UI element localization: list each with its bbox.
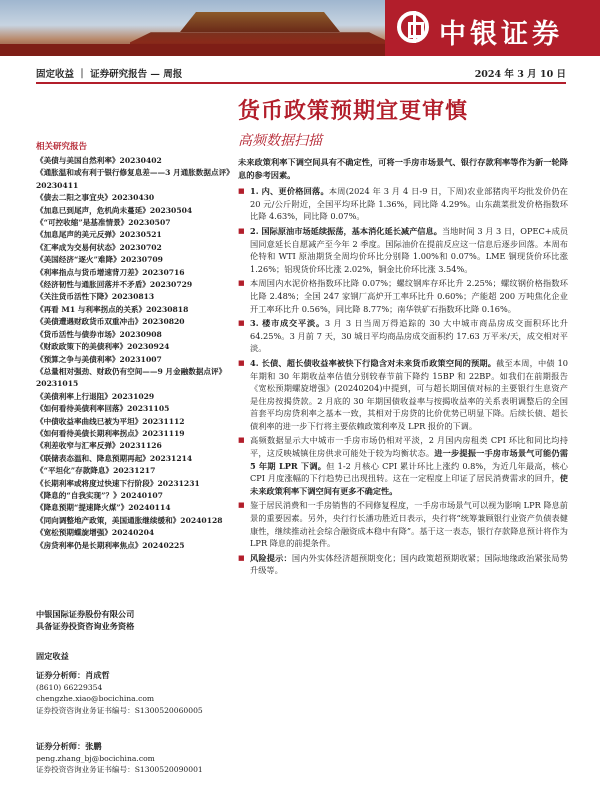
bullet-emphasis: 使未来政策利率下调空间有更多不确定性。	[250, 473, 568, 496]
related-report-link[interactable]: 《同向调整地产政策，美国通胀继续缓和》20240128	[36, 515, 223, 525]
report-subheader	[36, 64, 566, 80]
related-report-link[interactable]: 《“可控收缩”是基准情景》20230507	[36, 218, 171, 228]
analyst-email[interactable]: peng.zhang_bj@bocichina.com	[36, 753, 155, 763]
bullet-point	[238, 357, 568, 433]
related-report-link[interactable]: 《降息预期“提速降火煤”》20240114	[36, 503, 171, 513]
related-research-title: 相关研究报告	[36, 142, 88, 152]
analyst-block	[36, 670, 236, 716]
banner-roof-top	[180, 12, 340, 32]
bullet-heading: 3. 楼市成交平淡。	[250, 318, 325, 329]
analyst-email[interactable]: chengzhe.xiao@bocichina.com	[36, 694, 155, 703]
related-report-link[interactable]: 《财政政策下的美债利率》20230924	[36, 342, 170, 352]
related-report-link[interactable]: 《降息的“自我实现”？》20240107	[36, 490, 163, 500]
related-report-link[interactable]: 《宽松预期蝶旋增强》20240204	[36, 528, 155, 538]
bullet-text: 本周(2024 年 3 月 4 日-9 日，下周)农业部猪肉平均批发价仍在 20 元/公斤附近，全国平均环比降 1.36%，同比降 4.29%。山东蔬菜批发价格指数环比降 4.63%，同比降 0.07%。	[250, 186, 568, 222]
bullet-heading: 2. 国际原油市场延续振荡，基本消化延长减产信息。	[250, 225, 442, 236]
report-body	[238, 156, 568, 579]
bullet-text: 高频数据显示大中城市一手房市场仍相对平淡，2 月国内房租类 CPI 环比和同比均持平，这反映城镇住房供求可能处于较为均衡状态。	[250, 435, 568, 459]
boc-logo-icon	[397, 11, 429, 43]
bullet-text: 但 1-2 月核心 CPI 累计环比上涨约 0.8%，为近几年最高，核心 CPI 月度涨幅的下行趋势已出现扭转。这在一定程度上印证了居民消费需求的回升，	[250, 460, 568, 484]
related-report-link[interactable]: 《汇率成为交易何状态》20230702	[36, 242, 162, 252]
report-date: 2024 年 3 月 10 日	[474, 69, 566, 80]
related-report-link[interactable]: 《经济韧性与通胀回落并不矛盾》20230729	[36, 280, 193, 290]
related-report-link[interactable]: 《通胀温和或有利于银行修复息差——3 月通胀数据点评》20230411	[36, 168, 230, 190]
related-report-link[interactable]: 《利差收窄与汇率反弹》20231126	[36, 441, 162, 451]
bullet-text: 当地时间 3 月 3 日，OPEC+成员国同意延长自愿减产至今年 2 季度。国际油价在提前反应这一信息后逐步回落。本周布伦特和 WTI 原油期货全周均价环比分别降 1.00%和 0.07%。LME 铜现货价环比涨 1.26%；铝现货价环比涨 2.02%，铜金比价环比涨 3.54%。	[250, 225, 569, 274]
bullet-point	[238, 317, 568, 355]
analyst-cert: 证券投资咨询业务证书编号：S1300520060005	[36, 705, 203, 715]
analyst-role: 证券分析师：肖成哲	[36, 670, 110, 680]
institution-qualification: 具备证券投资咨询业务资格	[36, 621, 135, 631]
related-report-link[interactable]: 《美债利率上行退阻》20231029	[36, 391, 155, 401]
analyst-phone: (8610) 66229354	[36, 682, 103, 692]
bullet-point	[238, 185, 568, 223]
lead-summary: 未来政策利率下调空间具有不确定性，可将一手房市场景气、银行存款利率等作为新一轮降息的参考因素。	[238, 157, 568, 180]
institution-name: 中银国际证券股份有限公司	[36, 609, 135, 619]
related-report-link[interactable]: 《美国经济“逐火”难降》20230709	[36, 255, 163, 265]
risk-heading: 风险提示：	[250, 552, 292, 563]
bullet-point	[238, 434, 568, 497]
header-banner	[0, 0, 600, 56]
bullet-text: 本周国内水泥价格指数环比降 0.07%；螺纹钢库存环比升 2.25%；螺纹钢价格指数环比降 2.48%；全国 247 家钢厂高炉开工率环比升 0.60%；产能超 200 万吨焦化企业开工率环比升 0.56%，同比降 8.77%；南华铁矿石指数环比降 0.16%。	[250, 278, 568, 314]
related-report-link[interactable]: 《联储表态温和、降息预期再起》20231214	[36, 453, 193, 463]
analyst-role: 证券分析师：张鹏	[36, 741, 102, 751]
analyst-cert: 证券投资咨询业务证书编号：S1300520090001	[36, 765, 203, 774]
related-report-link[interactable]: 《关注货币活性下降》20230813	[36, 292, 155, 302]
related-report-link[interactable]: 《“平坦化”存款降息》20231217	[36, 466, 156, 476]
related-report-link[interactable]: 《中债收益率曲线已被为平坦》20231112	[36, 416, 185, 426]
bullet-text: 3 月 3 日当周万得追踪的 30 大中城市商品房成交面积环比升 64.25%。3 月前 7 天，30 城日平均商品房成交面积约 17.63 万平米/天，成交相对平淡。	[250, 318, 568, 354]
brand-box	[385, 0, 600, 56]
related-report-link[interactable]: 《美债与美国自然利率》20230402	[36, 156, 162, 165]
header-divider	[36, 82, 566, 84]
brand-name: 中银证券	[439, 19, 563, 50]
risk-warning	[238, 552, 568, 577]
related-research-list	[36, 155, 232, 552]
related-report-link[interactable]: 《加息尾声的美元反弹》20230521	[36, 230, 162, 240]
bullet-heading: 1. 内、更价格回落。	[250, 186, 329, 197]
related-report-link[interactable]: 《美债遭遇财政货币双重冲击》20230820	[36, 317, 185, 327]
page-title: 货币政策预期宜更审慎	[238, 98, 469, 124]
institution-info	[36, 608, 226, 632]
related-report-link[interactable]: 《预算之争与美债利率》20231007	[36, 354, 162, 364]
related-report-link[interactable]: 《加息已到尾声，危机尚未蔓延》20230504	[36, 205, 193, 215]
related-report-link[interactable]: 《货币活性与债券市场》20230908	[36, 329, 162, 339]
bullet-point	[238, 277, 568, 315]
bullet-text: 截至本周，中债 10 年期和 30 年期收益率估值分别较春节前下降约 15BP 和 22BP。如我们在前期报告《宽松预期螺旋增强》(20240204)中提到，可与超长期国债对标的主要银行生息资产是住房按揭贷款。2 月底的 30 年期国债收益率与按揭收益率的关系表明调整后的全国首套平均房贷利率之基本一致，其相对于房贷的比价优势已明显下降。后续长债、超长债利率的进一步下行将主要依赖政策利率及 LPR 报价的下调。	[250, 357, 568, 431]
bullet-point	[238, 499, 568, 549]
related-report-link[interactable]: 《长期利率或将度过快速下行阶段》20231231	[36, 478, 200, 488]
related-report-link[interactable]: 《利率指点与货币增速背刀差》20230716	[36, 267, 185, 277]
related-report-link[interactable]: 《债去二阳之事宜央》20230430	[36, 193, 155, 203]
analyst-block	[36, 741, 236, 776]
bullet-emphasis: 进一步提振一手房市场景气可能仍需 5 年期 LPR 下调。	[250, 448, 568, 471]
bullet-heading: 4. 长债、超长债收益率被快下行隐含对未来货币政策空间的预期。	[250, 357, 497, 368]
risk-text: 国内外实体经济超预期变化；国内政策超预期收紧；国际地缘政治紧张局势升级等。	[250, 552, 568, 576]
bullet-text: 鉴于居民消费和一手房销售的不同修复程度，一手房市场景气可以视为影响 LPR 降息前景的重要因素。另外，央行行长潘功胜近日表示，央行将“统筹兼顾银行业资产负债表健康性，继续推动社会综合融资成本稳中有降”。基于这一表态，银行存款降息预计将作为 LPR 降息的前提条件。	[250, 500, 568, 549]
related-report-link[interactable]: 《总量相对强劲、财政仍有空间——9 月金融数据点评》20231015	[36, 366, 227, 389]
related-report-link[interactable]: 《房贷利率仍是长期利率焦点》20240225	[36, 540, 185, 550]
bullet-point	[238, 225, 568, 275]
report-category: 固定收益 ｜ 证券研究报告 — 周报	[36, 69, 183, 80]
related-report-link[interactable]: 《再看 M1 与利率拐点的关系》20230818	[36, 304, 189, 314]
related-report-link[interactable]: 《如何看待美债长期利率拐点》20231119	[36, 428, 185, 438]
department: 固定收益	[36, 651, 69, 661]
page-subtitle: 高频数据扫描	[238, 133, 322, 149]
related-report-link[interactable]: 《如何看待美债利率回落》20231105	[36, 404, 170, 414]
